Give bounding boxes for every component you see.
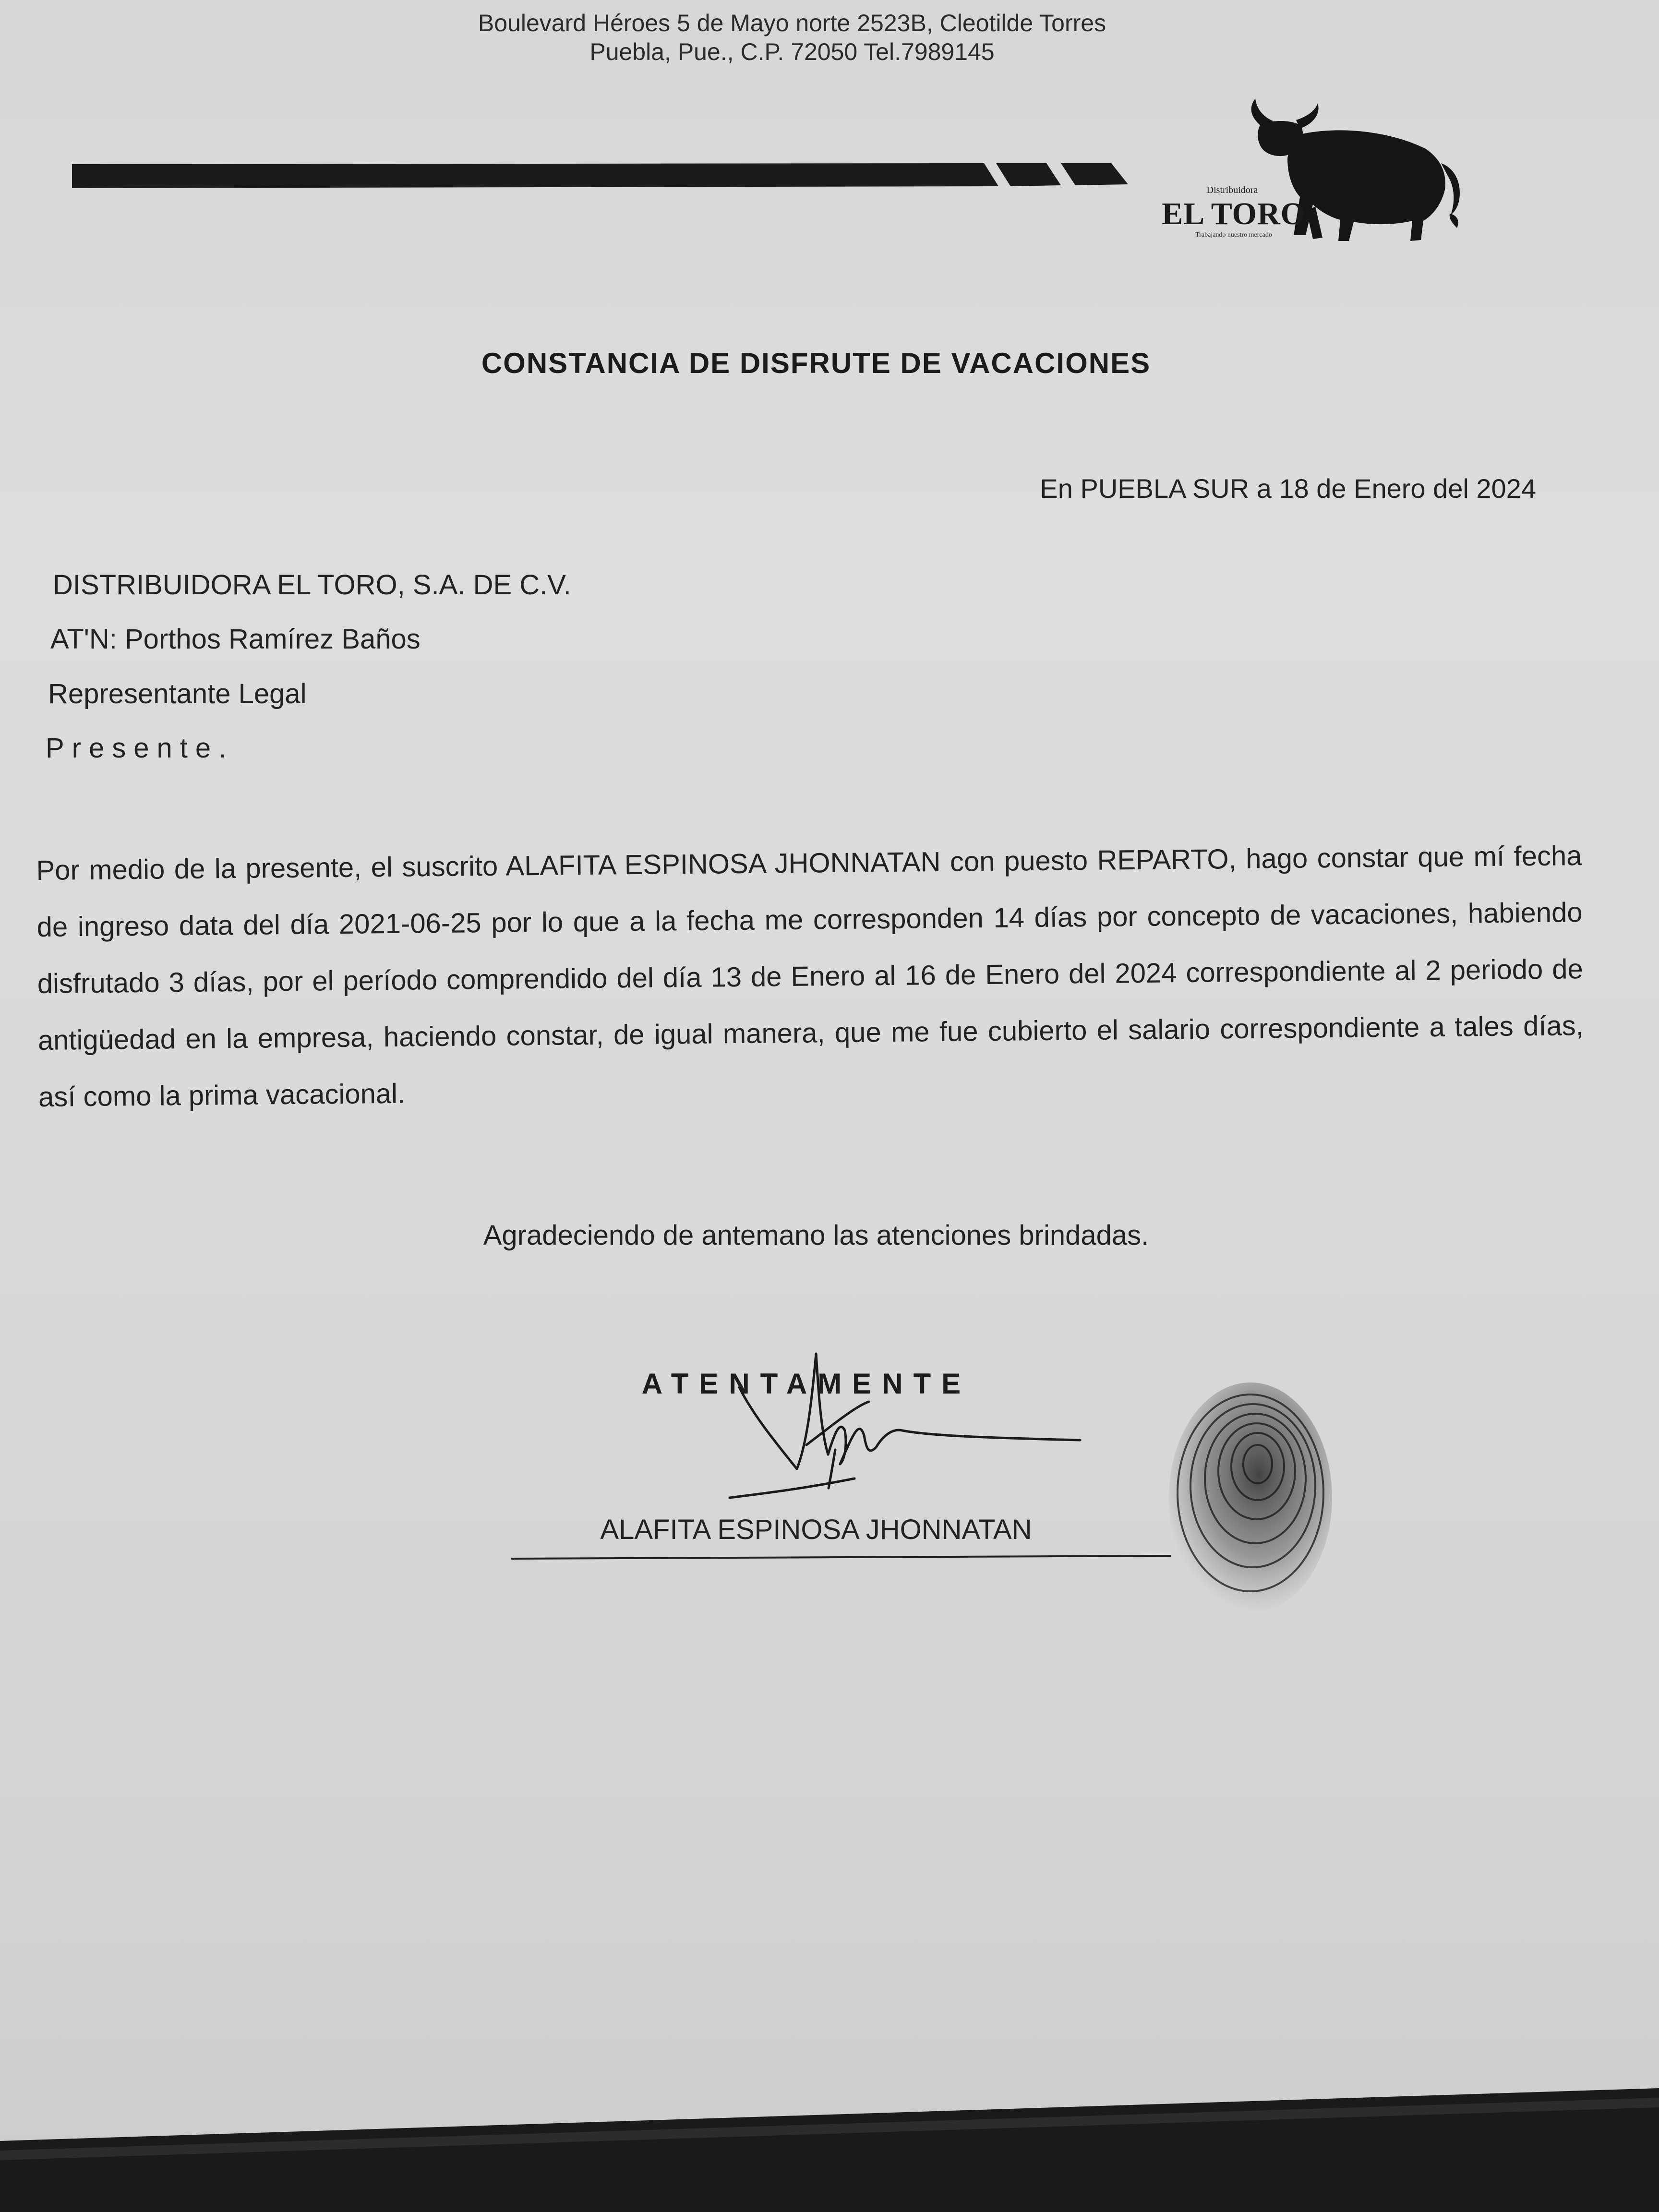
header-address [307, 9, 1277, 66]
logo-tagline: Trabajando nuestro mercado [1195, 231, 1272, 239]
header-decorative-rule [72, 158, 1133, 192]
footer-bar [0, 2079, 1659, 2212]
body-paragraph: Por medio de la presente, el suscrito ALAFITA ESPINOSA JHONNATAN con puesto REPARTO, hago constar que mí fecha de ingreso data del día 2021-06-25 por lo que a la fecha me corresponden 14 días por concepto de vacaciones, habiendo disfrutado 3 días, por el período comprendido del día 13 de Enero al 16 de Enero del 2024 correspondiente al 2 periodo de antigüedad en la empresa, haciendo constar, de igual manera, que me fue cubierto el salario correspondiente a tales días, así como la prima vacacional. [36, 840, 1584, 1113]
header-address-line-1: Boulevard Héroes 5 de Mayo norte 2523B, Cleotilde Torres [478, 10, 1106, 36]
signature-label: ATENTAMENTE [641, 1368, 972, 1400]
recipient-role: Representante Legal [48, 678, 307, 709]
document-title: CONSTANCIA DE DISFRUTE DE VACACIONES [481, 347, 1151, 379]
logo-name: EL TORO [1162, 196, 1306, 231]
handwritten-signature-icon [710, 1334, 1094, 1527]
header-address-line-2: Puebla, Pue., C.P. 72050 Tel.7989145 [589, 38, 995, 65]
recipient-greeting: Presente. [46, 733, 234, 764]
signer-name: ALAFITA ESPINOSA JHONNATAN [600, 1514, 1032, 1545]
recipient-company: DISTRIBUIDORA EL TORO, S.A. DE C.V. [53, 569, 571, 601]
logo-small-text: Distribuidora [1206, 185, 1258, 195]
closing-line: Agradeciendo de antemano las atenciones brindadas. [483, 1220, 1149, 1251]
fingerprint-icon [1157, 1378, 1339, 1623]
signature-line [511, 1554, 1171, 1560]
place-and-date: En PUEBLA SUR a 18 de Enero del 2024 [1040, 473, 1536, 504]
recipient-attention: AT'N: Porthos Ramírez Baños [50, 624, 421, 655]
